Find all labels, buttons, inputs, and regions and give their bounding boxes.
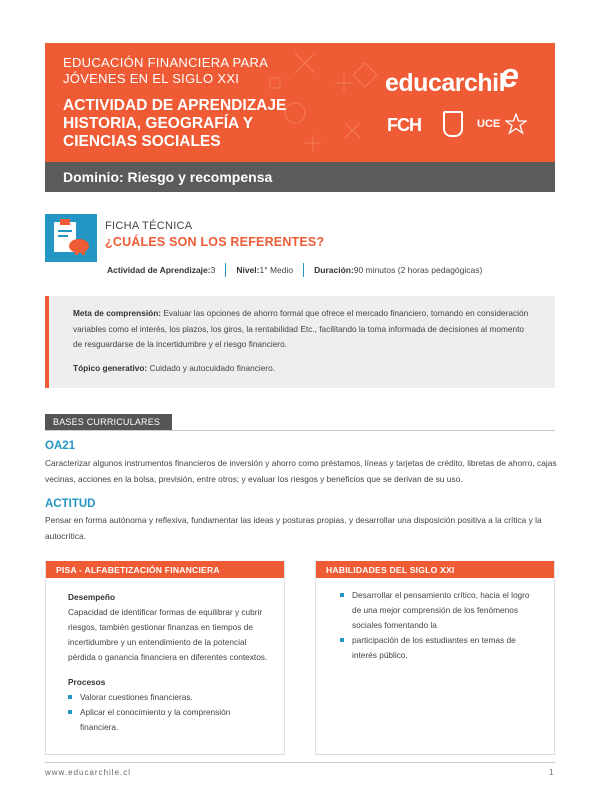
header-banner — [45, 43, 555, 162]
header-title: ACTIVIDAD DE APRENDIZAJE HISTORIA, GEOGRAFÍA Y CIENCIAS SOCIALES — [63, 97, 287, 150]
uce-logo: UCE — [477, 118, 501, 130]
domain-bar: Dominio: Riesgo y recompensa — [45, 162, 555, 192]
habilidades-list — [340, 588, 538, 663]
clipboard-piggybank-icon — [45, 214, 97, 262]
educarchile-logo: educarchil — [385, 69, 506, 97]
list-item: Aplicar el conocimiento y la comprensión financiera. — [68, 705, 268, 735]
nivel-value: 1° Medio — [259, 265, 294, 275]
page-number: 1 — [549, 768, 554, 777]
habilidades-card-header: HABILIDADES DEL SIGLO XXI — [316, 561, 554, 578]
meta-text: Evaluar las opciones de ahorro formal que ofrece el mercado financiero, tomando en consideración variables como el interés, los plazos, los giros, la rentabilidad Etc., facilitando la toma informada de decisiones al momento de resguardarse de la incertidumbre y el riesgo financiero. — [73, 308, 529, 349]
list-item: participación de los estudiantes en temas de interés público. — [340, 633, 538, 663]
star-emblem-icon — [505, 113, 527, 135]
meta-box — [45, 296, 555, 388]
duracion-value: 90 minutos (2 horas pedagógicas) — [353, 265, 483, 275]
pisa-card — [45, 561, 285, 755]
pisa-card-header: PISA - ALFABETIZACIÓN FINANCIERA — [46, 561, 284, 578]
educarchile-logo-e: e — [500, 57, 519, 95]
desempeno-label: Desempeño — [68, 592, 116, 602]
habilidades-card-body — [316, 578, 554, 663]
ficha-question: ¿CUÁLES SON LOS REFERENTES? — [105, 235, 325, 249]
actividad-value: 3 — [210, 265, 216, 275]
habilidades-card — [315, 561, 555, 755]
list-item: Desarrollar el pensamiento crítico, hacia el logro de una mejor comprensión de los fenómenos sociales fomentando la — [340, 588, 538, 633]
meta-paragraph — [73, 306, 531, 353]
header-subtitle: EDUCACIÓN FINANCIERA PARA JÓVENES EN EL SIGLO XXI — [63, 55, 268, 86]
oa-heading: OA21 — [45, 440, 76, 452]
pisa-card-body — [46, 578, 284, 735]
duracion-label: Duración: — [314, 265, 354, 275]
ficha-label: FICHA TÉCNICA — [105, 220, 193, 232]
fch-logo: FCH — [387, 115, 421, 135]
topico-label: Tópico generativo: — [73, 362, 148, 373]
actividad-label: Actividad de Aprendizaje: — [107, 265, 211, 275]
footer-divider — [45, 762, 555, 763]
activity-meta — [107, 263, 482, 277]
procesos-list — [68, 690, 268, 735]
procesos-label: Procesos — [68, 677, 106, 687]
footer-url[interactable]: www.educarchile.cl — [45, 768, 132, 777]
nivel-label: Nivel: — [236, 265, 260, 275]
shield-icon — [443, 111, 463, 137]
topico-text: Cuidado y autocuidado financiero. — [147, 362, 275, 373]
divider — [303, 263, 304, 277]
oa-text: Caracterizar algunos instrumentos financieros de inversión y ahorro como préstamos, líneas y tarjetas de crédito, libretas de ahorro, cajas vecinas, acciones en la bolsa, previsión, entre otros; y evaluar los riesgos y beneficios que se derivan de su uso. — [45, 458, 557, 484]
topico-paragraph — [73, 361, 531, 377]
list-item: Valorar cuestiones financieras. — [68, 690, 268, 705]
divider — [225, 263, 226, 277]
meta-label: Meta de comprensión: — [73, 308, 162, 318]
desempeno-text: Capacidad de identificar formas de equilibrar y cubrir riesgos, también gestionar finanzas en tiempos de incertidumbre y un entendimiento de la potencial pérdida o ganancia financiera en diferentes contextos. — [68, 607, 268, 662]
bases-divider — [45, 430, 555, 431]
bases-curriculares-tag: BASES CURRICULARES — [45, 414, 172, 430]
actitud-heading: ACTITUD — [45, 498, 96, 510]
actitud-text: Pensar en forma autónoma y reflexiva, fundamentar las ideas y posturas propias, y desarrollar una disposición positiva a la crítica y la autocrítica. — [45, 515, 542, 541]
